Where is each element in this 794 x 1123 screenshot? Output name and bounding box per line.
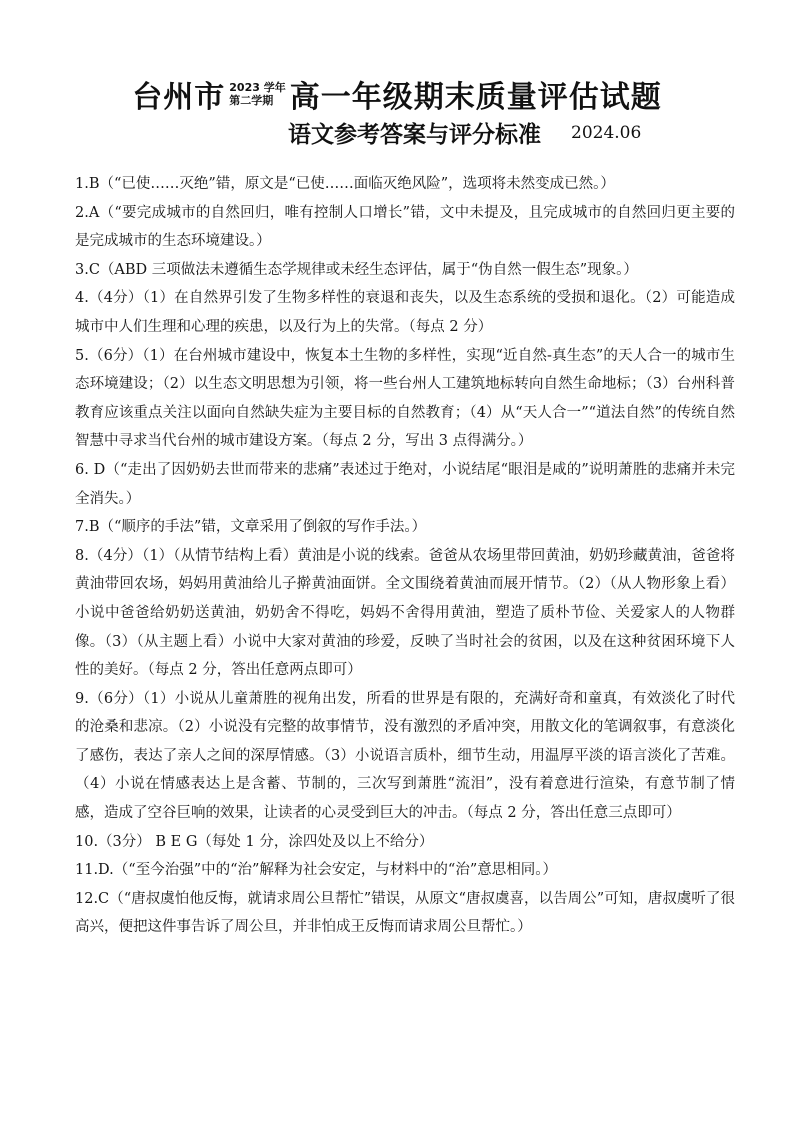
answer-5: 5.（6分）（1）在台州城市建设中，恢复本土生物的多样性，实现“近自然-真生态”的天人合一的城市生态环境建设；（2）以生态文明思想为引领，将一些台州人工建筑地标转向自然生命地标；（3）台州科普教育应该重点关注以面向自然缺失症为主要目标的自然教育；（4）从“天人合一”“道法自然”的传统自然智慧中寻求当代台州的城市建设方案。（每点 2 分，写出 3 点得满分。）: [75, 347, 735, 450]
title-city: 台州市: [132, 80, 226, 115]
answer-8: 8.（4分）（1）（从情节结构上看）黄油是小说的线索。爸爸从农场里带回黄油，奶奶珍藏黄油，爸爸将黄油带回农场，妈妈用黄油给儿子擀黄油面饼。全文围绕着黄油而展开情节。（2）（从人物形象上看）小说中爸爸给奶奶送黄油，奶奶舍不得吃，妈妈不舍得用黄油，塑造了质朴节俭、关爱家人的人物群像。（3）（从主题上看）小说中大家对黄油的珍爱，反映了当时社会的贫困，以及在这种贫困环境下人性的美好。（每点 2 分，答出任意两点即可）: [75, 547, 735, 679]
answer-1: 1.B（“已使……灭绝”错，原文是“已使……面临灭绝风险”，选项将未然变成已然。）: [75, 176, 615, 192]
document-date: 2024.06: [571, 122, 642, 143]
answer-3: 3.C（ABD 三项做法未遵循生态学规律或未经生态评估，属于“伪自然一假生态”现象。）: [75, 261, 638, 278]
answer-list: [75, 170, 735, 942]
answer-10: 10.（3分） B E G（每处 1 分，涂四处及以上不给分）: [75, 833, 434, 850]
title-term: [229, 81, 285, 107]
answer-9: 9.（6分）（1）小说从儿童萧胜的视角出发，所看的世界是有限的，充满好奇和童真，有效淡化了时代的沧桑和悲凉。（2）小说没有完整的故事情节，没有激烈的矛盾冲突，用散文化的笔调叙事，有意淡化了感伤，表达了亲人之间的深厚情感。（3）小说语言质朴，细节生动，用温厚平淡的语言淡化了苦难。（4）小说在情感表达上是含蓄、节制的，三次写到萧胜“流泪”，没有着意进行渲染，有意节制了情感，造成了空谷巨响的效果，让读者的心灵受到巨大的冲击。（每点 2 分，答出任意三点即可）: [75, 690, 735, 822]
title-term-year: 2023 学年: [229, 81, 286, 94]
answer-11: 11.D.（“至今治强”中的“治”解释为社会安定，与材料中的“治”意思相同。）: [75, 862, 558, 879]
answer-4: 4.（4分）（1）在自然界引发了生物多样性的衰退和丧失，以及生态系统的受损和退化。（2）可能造成城市中人们生理和心理的疾患，以及行为上的失常。（每点 2 分）: [75, 290, 735, 335]
title-main: 高一年级期末质量评估试题: [289, 80, 662, 115]
title-term-semester: 第二学期: [229, 94, 274, 107]
document-title: [0, 72, 794, 116]
answer-2: 2.A（“要完成城市的自然回归，唯有控制人口增长”错，文中未提及，且完成城市的自然回归更主要的是完成城市的生态环境建设。）: [75, 204, 735, 250]
answer-7: 7.B（“顺序的手法”错，文章采用了倒叙的写作手法。）: [75, 519, 427, 536]
answer-12: 12.C（“唐叔虞怕他反悔，就请求周公旦帮忙”错误，从原文“唐叔虞喜，以告周公”可知，唐叔虞听了很高兴，便把这件事告诉了周公旦，并非怕成王反悔而请求周公旦帮忙。）: [75, 890, 735, 936]
answer-6: 6. D（“走出了因奶奶去世而带来的悲痛”表述过于绝对，小说结尾“眼泪是咸的”说明萧胜的悲痛并未完全消失。）: [75, 461, 735, 507]
subtitle: 语文参考答案与评分标准: [288, 122, 541, 148]
subtitle-row: [288, 116, 641, 149]
